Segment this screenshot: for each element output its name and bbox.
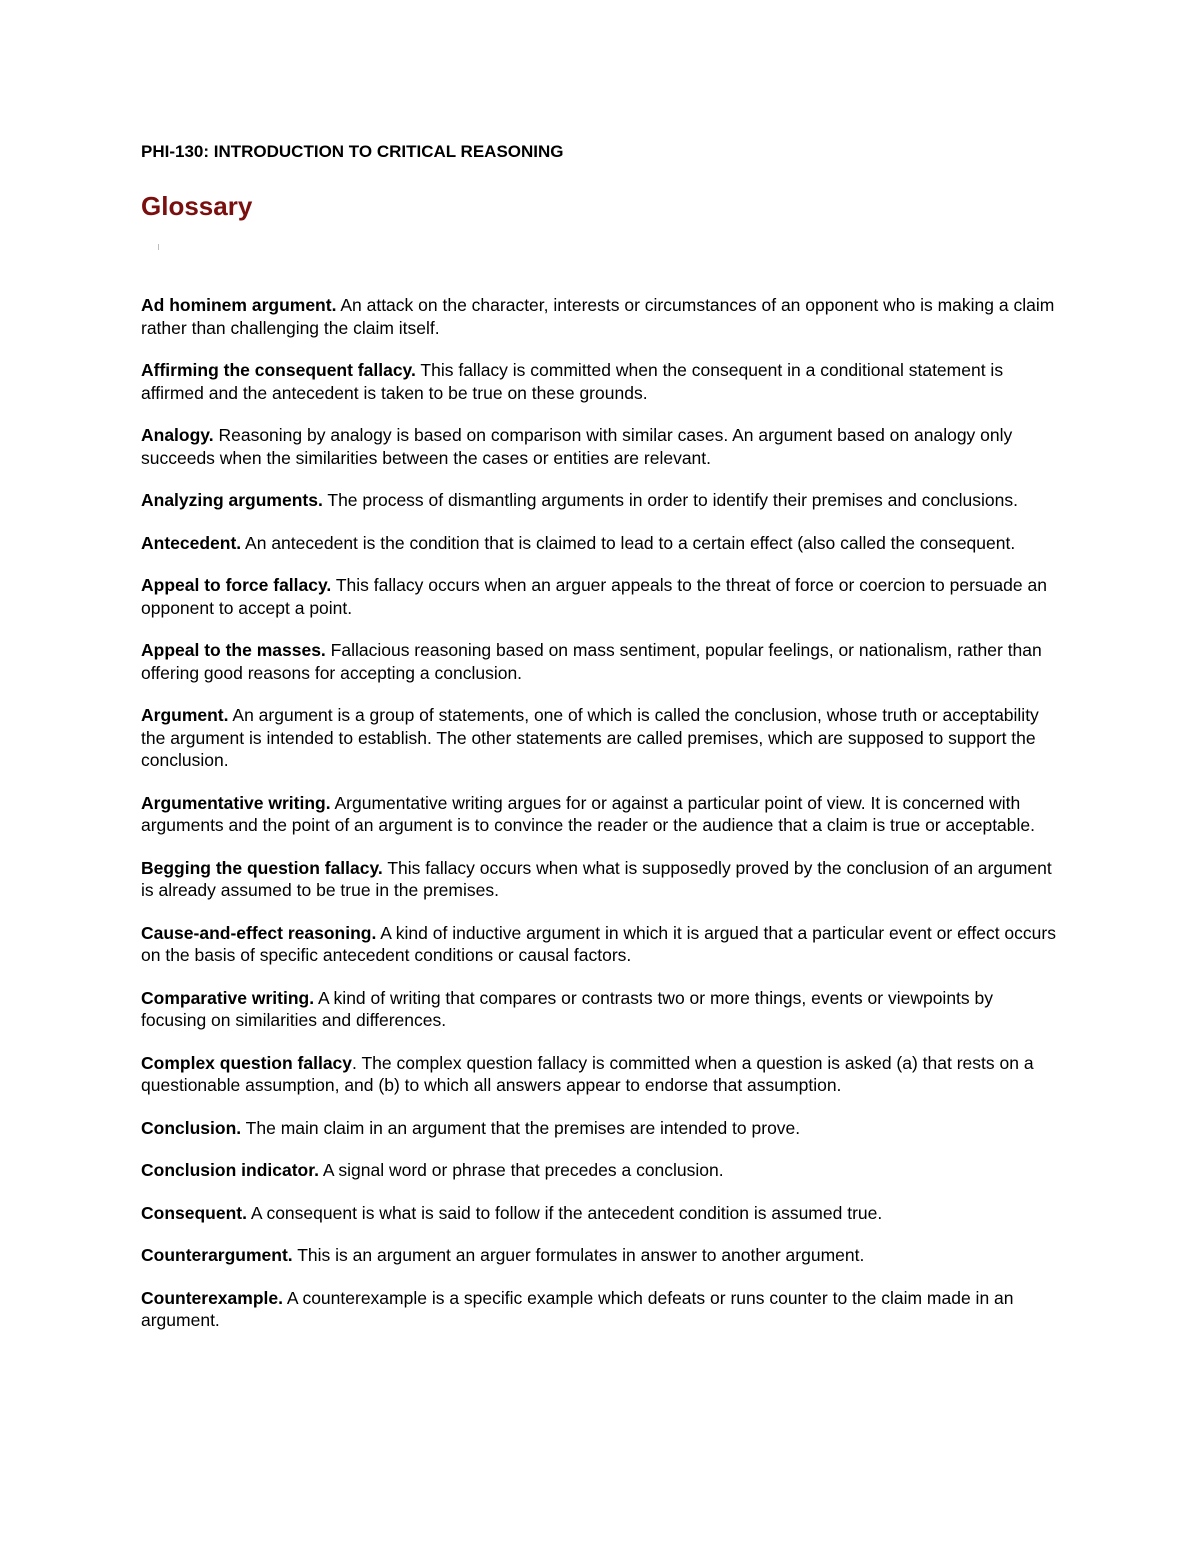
glossary-entry [141, 1244, 1061, 1267]
glossary-entry [141, 424, 1061, 469]
glossary-definition: The main claim in an argument that the premises are intended to prove. [241, 1117, 801, 1138]
glossary-term: Analogy. [141, 425, 214, 445]
glossary-definition: . The complex question fallacy is committed when a question is asked (a) that rests on a questionable assumption, and (b) to which all answers appear to endorse that assumption. [141, 1052, 1034, 1095]
course-title: PHI-130: INTRODUCTION TO CRITICAL REASONING [141, 142, 564, 161]
glossary-definition: Reasoning by analogy is based on comparison with similar cases. An argument based on analogy only succeeds when the similarities between the cases or entities are relevant. [141, 425, 1013, 468]
tick-mark [158, 244, 159, 250]
glossary-term: Cause-and-effect reasoning. [141, 922, 377, 943]
glossary-definition: A counterexample is a specific example which defeats or runs counter to the claim made in an argument. [141, 1287, 1014, 1330]
glossary-definition: This fallacy occurs when what is supposedly proved by the conclusion of an argument is already assumed to be true in the premises. [141, 857, 1052, 900]
glossary-definition: This fallacy is committed when the consequent in a conditional statement is affirmed and the antecedent is taken to be true on these grounds. [141, 360, 1004, 403]
glossary-entry [141, 857, 1061, 902]
glossary-term: Complex question fallacy [141, 1052, 353, 1073]
glossary-entry [141, 1052, 1061, 1097]
glossary-entry [141, 1117, 1061, 1140]
glossary-entry [141, 922, 1061, 967]
glossary-term: Analyzing arguments. [141, 490, 323, 510]
glossary-entry [141, 532, 1061, 555]
document-page [141, 140, 1061, 1352]
glossary-term: Consequent. [141, 1202, 247, 1223]
glossary-term: Begging the question fallacy. [141, 857, 383, 878]
glossary-entries [141, 294, 1061, 1332]
glossary-definition: A kind of writing that compares or contrasts two or more things, events or viewpoints by focusing on similarities and differences. [141, 987, 994, 1030]
glossary-entry [141, 704, 1061, 772]
glossary-definition: An attack on the character, interests or circumstances of an opponent who is making a claim rather than challenging the claim itself. [141, 295, 1055, 338]
glossary-term: Appeal to the masses. [141, 640, 326, 660]
glossary-term: Ad hominem argument. [141, 295, 337, 315]
glossary-entry [141, 1287, 1061, 1332]
glossary-definition: A consequent is what is said to follow if the antecedent condition is assumed true. [246, 1202, 883, 1223]
glossary-definition: An antecedent is the condition that is claimed to lead to a certain effect (also called the consequent. [241, 532, 1016, 553]
glossary-entry [141, 359, 1061, 404]
glossary-term: Affirming the consequent fallacy. [141, 360, 416, 380]
glossary-definition: The process of dismantling arguments in order to identify their premises and conclusions. [322, 490, 1019, 510]
glossary-definition: This is an argument an arguer formulates in answer to another argument. [292, 1245, 865, 1265]
glossary-entry [141, 1159, 1061, 1182]
glossary-term: Counterargument. [141, 1245, 293, 1265]
glossary-term: Conclusion. [141, 1117, 242, 1138]
glossary-entry [141, 987, 1061, 1032]
glossary-definition: A kind of inductive argument in which it is argued that a particular event or effect occurs on the basis of specific antecedent conditions or causal factors. [141, 922, 1056, 965]
glossary-term: Antecedent. [141, 532, 242, 553]
glossary-entry [141, 294, 1061, 339]
glossary-term: Conclusion indicator. [141, 1160, 319, 1180]
glossary-term: Argument. [141, 705, 229, 725]
glossary-entry [141, 1202, 1061, 1225]
glossary-definition: An argument is a group of statements, one of which is called the conclusion, whose truth or acceptability the argument is intended to establish. The other statements are called premises, which are supposed to support the conclusion. [141, 705, 1039, 770]
glossary-definition: A signal word or phrase that precedes a conclusion. [318, 1160, 724, 1180]
glossary-entry [141, 574, 1061, 619]
glossary-entry [141, 792, 1061, 837]
glossary-definition: Fallacious reasoning based on mass sentiment, popular feelings, or nationalism, rather than offering good reasons for accepting a conclusion. [141, 640, 1042, 683]
glossary-term: Appeal to force fallacy. [141, 575, 332, 595]
glossary-definition: Argumentative writing argues for or against a particular point of view. It is concerned with arguments and the point of an argument is to convince the reader or the audience that a claim is true or acceptable. [141, 792, 1036, 835]
glossary-definition: This fallacy occurs when an arguer appeals to the threat of force or coercion to persuade an opponent to accept a point. [141, 575, 1047, 618]
glossary-term: Argumentative writing. [141, 792, 331, 813]
glossary-entry [141, 639, 1061, 684]
glossary-term: Comparative writing. [141, 987, 315, 1008]
glossary-heading: Glossary [141, 191, 253, 221]
glossary-entry [141, 489, 1061, 512]
glossary-term: Counterexample. [141, 1287, 283, 1308]
